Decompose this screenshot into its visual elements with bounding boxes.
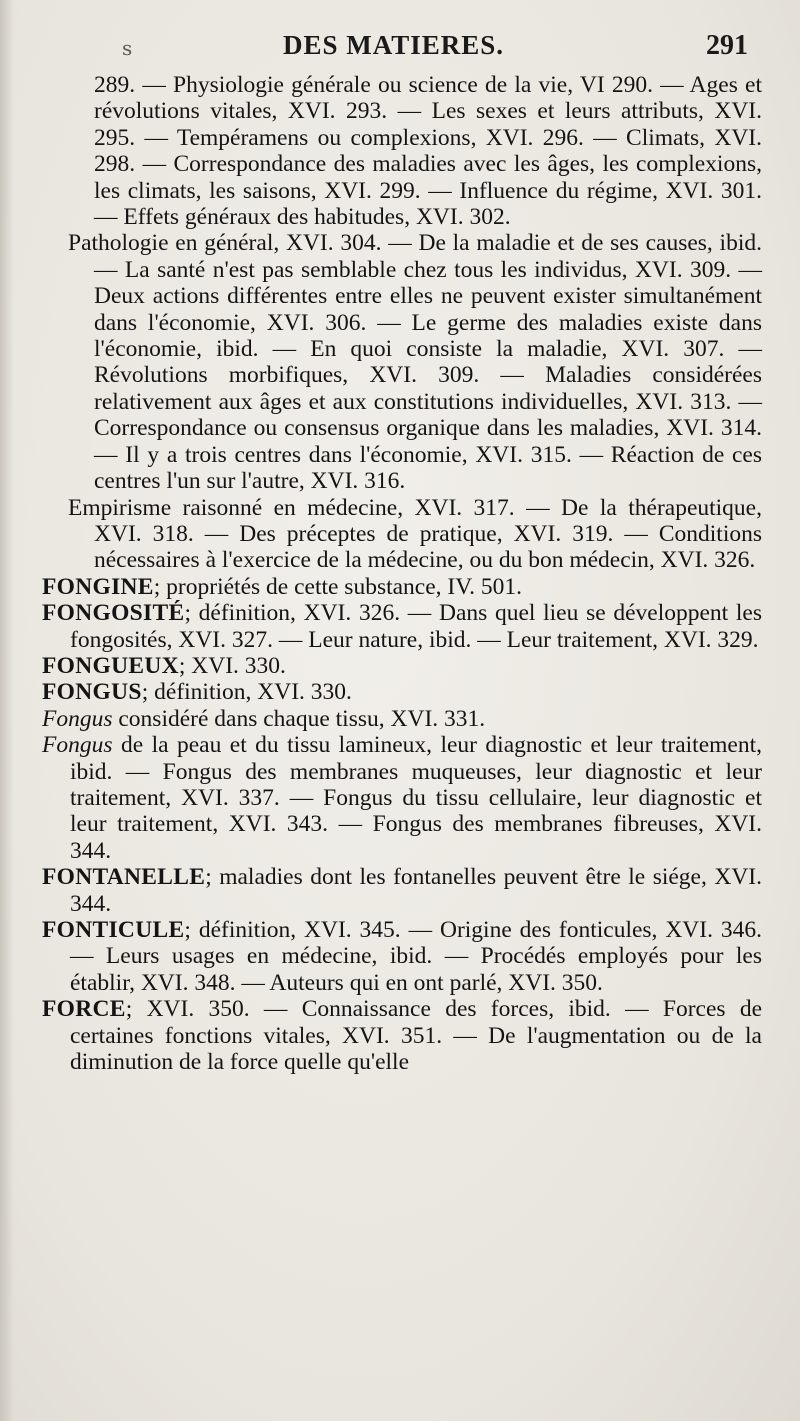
headword: FONTANELLE bbox=[42, 864, 206, 891]
index-entry-fongueux: FONGUEUX; XVI. 330. bbox=[42, 652, 286, 679]
italic-headword: Fongus bbox=[42, 732, 113, 759]
index-entry-force: FORCE; XVI. 350. — Connaissance des forces, ibid. — Forces de certaines fonctions vitales, XVI. 351. — De l'augmentation ou de la diminution de la force quelle qu'elle bbox=[42, 996, 762, 1076]
running-title: DES MATIERES. bbox=[283, 30, 505, 60]
headword: FONGUS bbox=[42, 679, 142, 706]
headword: FONGUEUX bbox=[42, 652, 179, 679]
header-mark: s bbox=[122, 36, 133, 60]
italic-headword: Fongus bbox=[42, 705, 113, 732]
headword: FORCE bbox=[42, 996, 126, 1023]
index-entry-pathologie: Pathologie en général, XVI. 304. — De la maladie et de ses causes, ibid. — La santé n'est pas semblable chez tous les individus, XVI. 309. — Deux actions différentes entre elles ne peuvent exister simultanément dans l'économie, XVI. 306. — Le germe des maladies existe dans l'économie, ibid. — En quoi consiste la maladie, XVI. 307. — Révolutions morbifiques, XVI. 309. — Maladies considérées relativement aux âges et aux constitutions individuelles, XVI. 313. — Correspondance ou consensus organique dans les maladies, XVI. 314. — Il y a trois centres dans l'économie, XVI. 315. — Réaction de ces centres l'un sur l'autre, XVI. 316. bbox=[68, 230, 762, 495]
page-number: 291 bbox=[706, 30, 748, 61]
index-entry-fongine: FONGINE; propriétés de cette substance, IV. 501. bbox=[42, 573, 523, 600]
page-header bbox=[0, 28, 800, 68]
index-entry-fongus: FONGUS; définition, XVI. 330. bbox=[42, 679, 352, 706]
headword: FONGOSITÉ bbox=[42, 600, 185, 627]
index-entry-continuation: 289. — Physiologie générale ou science de la vie, VI 290. — Ages et révolutions vitales, XVI. 293. — Les sexes et leurs attributs, XVI. 295. — Tempéramens ou complexions, XVI. 296. — Climats, XVI. 298. — Correspondance des maladies avec les âges, les complexions, les climats, les saisons, XVI. 299. — Influence du régime, XVI. 301. — Effets généraux des habitudes, XVI. 302. bbox=[94, 72, 762, 231]
index-entry-empirisme: Empirisme raisonné en médecine, XVI. 317. — De la thérapeutique, XVI. 318. — Des préceptes de pratique, XVI. 319. — Conditions nécessaires à l'exercice de la médecine, ou du bon médecin, XVI. 326. bbox=[68, 494, 762, 574]
index-entry-fontanelle: FONTANELLE; maladies dont les fontanelles peuvent être le siége, XVI. 344. bbox=[42, 864, 762, 917]
headword: FONTICULE bbox=[42, 917, 185, 943]
index-entry-fongosite: FONGOSITÉ; définition, XVI. 326. — Dans quel lieu se développent les fongosités, XVI. 327. — Leur nature, ibid. — Leur traitement, XVI. 329. bbox=[42, 600, 762, 653]
index-entry-fonticule: FONTICULE; définition, XVI. 345. — Origine des fonticules, XVI. 346. — Leurs usages en médecine, ibid. — Procédés employés pour les établir, XVI. 348. — Auteurs qui en ont parlé, XVI. 350. bbox=[42, 917, 762, 996]
headword: FONGINE bbox=[42, 573, 154, 600]
index-entry-fongus-tissu: Fongus considéré dans chaque tissu, XVI. 331. bbox=[42, 705, 486, 732]
index-entry-fongus-peau: Fongus de la peau et du tissu lamineux, leur diagnostic et leur traitement, ibid. — Fongus des membranes muqueuses, leur diagnostic et leur traitement, XVI. 337. — Fongus du tissu cellulaire, leur diagnostic et leur traitement, XVI. 343. — Fongus des membranes fibreuses, XVI. 344. bbox=[42, 732, 762, 864]
index-body bbox=[42, 72, 762, 1075]
